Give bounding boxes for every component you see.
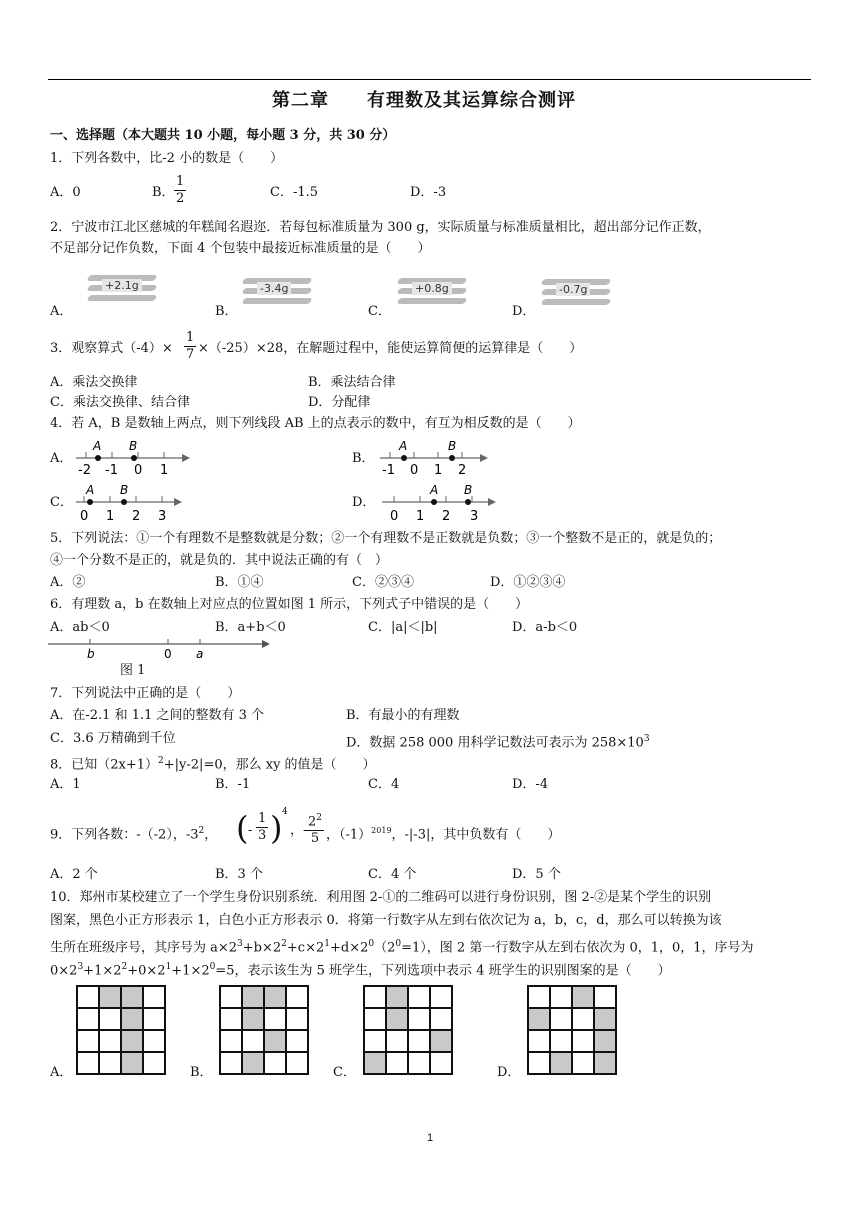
grid-cell xyxy=(528,1030,550,1052)
q4-stem: 4．若 A，B 是数轴上两点，则下列线段 AB 上的点表示的数中，有互为相反数的是（ ） xyxy=(50,416,581,431)
grid-cell xyxy=(143,1008,165,1030)
q10-l4-b: +1×2 xyxy=(83,963,122,979)
number-line-c xyxy=(72,482,192,522)
grid-cell xyxy=(572,1008,594,1030)
grid-cell xyxy=(99,1052,121,1074)
q10-l3-sup: 0 xyxy=(368,939,375,949)
grid-cell xyxy=(121,986,143,1008)
q10-option-a: A． xyxy=(50,1065,73,1080)
tick-label: 1 xyxy=(160,463,169,478)
grid-cell xyxy=(572,1052,594,1074)
grid-cell xyxy=(550,986,572,1008)
q10-l4-e: =5，表示该生为 5 班学生，下列选项中表示 4 班学生的识别图案的是（ ） xyxy=(215,963,671,979)
grid-cell xyxy=(77,1008,99,1030)
grid-cell xyxy=(430,1052,452,1074)
q10-line1: 10．郑州市某校建立了一个学生身份识别系统．利用图 2-①的二维码可以进行身份识别，图 2-②是某个学生的识别 xyxy=(50,890,712,905)
q8-option-d: D．-4 xyxy=(512,777,549,792)
grid-cell xyxy=(77,986,99,1008)
grid-cell xyxy=(408,1008,430,1030)
grid-cell xyxy=(572,986,594,1008)
q10-l3-sup: 3 xyxy=(237,939,243,949)
grid-cell xyxy=(386,986,408,1008)
grid-cell xyxy=(286,1008,308,1030)
id-pattern-grid-b xyxy=(219,985,309,1075)
figure-1-label-b: b xyxy=(87,647,95,661)
q8-option-a: A．1 xyxy=(50,777,81,792)
q2-option-a: A． xyxy=(50,304,73,319)
tick-label: 1 xyxy=(106,509,115,524)
q10-line2: 图案，黑色小正方形表示 1，白色小正方形表示 0．将第一行数字从左到右依次记为 a，b，c，d，那么可以转换为该 xyxy=(50,913,722,928)
grid-cell xyxy=(594,1052,616,1074)
grid-cell xyxy=(550,1008,572,1030)
grid-cell xyxy=(364,986,386,1008)
q9-frac-2-num xyxy=(306,810,324,831)
q10-l4-c: +0×2 xyxy=(127,963,166,979)
q7-option-a: A．在-2.1 和 1.1 之间的整数有 3 个 xyxy=(50,708,265,723)
tick-label: 0 xyxy=(410,463,419,478)
tick-label: 1 xyxy=(434,463,443,478)
grid-cell xyxy=(286,1052,308,1074)
q10-option-d: D． xyxy=(497,1065,521,1080)
q10-l4-sup: 2 xyxy=(121,962,128,972)
q2-line2: 不足部分记作负数，下面 4 个包装中最接近标准质量的是（ ） xyxy=(50,241,431,256)
page-title: 第二章 有理数及其运算综合测评 xyxy=(272,90,576,111)
q7-option-c: C．3.6 万精确到千位 xyxy=(50,731,176,746)
id-pattern-grid-d xyxy=(527,985,617,1075)
q7-option-b: B．有最小的有理数 xyxy=(346,708,460,723)
grid-cell xyxy=(264,986,286,1008)
package-label-b: -3.4g xyxy=(257,282,291,295)
grid-cell xyxy=(430,1008,452,1030)
q9-stem-post xyxy=(326,822,560,844)
grid-cell xyxy=(594,986,616,1008)
grid-cell xyxy=(121,1052,143,1074)
q10-l3-sup: 2 xyxy=(281,939,287,949)
q9-frac-1 xyxy=(256,811,268,844)
tick-label: -2 xyxy=(78,463,91,478)
grid-cell xyxy=(430,1030,452,1052)
q6-option-d: D．a-b＜0 xyxy=(512,620,578,635)
q10-l4-d: +1×2 xyxy=(171,963,210,979)
q5-option-b: B．①④ xyxy=(215,575,264,590)
q2-option-b: B． xyxy=(215,304,238,319)
grid-cell xyxy=(242,1052,264,1074)
q1-option-b: B． xyxy=(152,185,175,200)
q3-option-d: D．分配律 xyxy=(308,395,371,410)
q1-option-d: D．-3 xyxy=(410,185,447,200)
grid-cell xyxy=(550,1052,572,1074)
q9-stem-pre xyxy=(50,822,217,844)
q7-option-d-text: D．数据 258 000 用科学记数法可表示为 258×10 xyxy=(346,735,644,751)
grid-cell xyxy=(220,986,242,1008)
q10-l3-c: +c×2 xyxy=(286,940,325,956)
grid-cell xyxy=(220,1052,242,1074)
q10-line4 xyxy=(50,958,671,980)
q9-frac-1-num: 1 xyxy=(258,811,267,826)
grid-cell xyxy=(143,986,165,1008)
q10-l3-d: +d×2 xyxy=(329,940,369,956)
id-pattern-grid-c xyxy=(363,985,453,1075)
tick-label: 0 xyxy=(390,509,399,524)
q9-text-1: 9．下列各数：-（-2），-3 xyxy=(50,827,199,843)
grid-cell xyxy=(143,1052,165,1074)
package-label-a: +2.1g xyxy=(102,279,142,292)
q6-option-a: A．ab＜0 xyxy=(50,620,110,635)
q3-option-c: C．乘法交换律、结合律 xyxy=(50,395,190,410)
grid-cell xyxy=(364,1008,386,1030)
q1-frac-num: 1 xyxy=(176,174,185,189)
grid-cell xyxy=(121,1008,143,1030)
q5-option-c: C．②③④ xyxy=(352,575,414,590)
grid-cell xyxy=(572,1030,594,1052)
grid-cell xyxy=(286,1030,308,1052)
q8-stem xyxy=(50,752,376,774)
q10-l3-b: +b×2 xyxy=(242,940,282,956)
q9-frac-1-den: 3 xyxy=(258,828,267,843)
tick-label: 2 xyxy=(458,463,467,478)
q9-option-a: A．2 个 xyxy=(50,867,98,882)
q4-option-c: C． xyxy=(50,495,73,510)
package-image-a xyxy=(88,271,158,307)
package-image-b xyxy=(243,274,313,310)
grid-cell xyxy=(242,1030,264,1052)
q2-line1: 2．宁波市江北区慈城的年糕闻名遐迩．若每包标准质量为 300 g，实际质量与标准质量相比，超出部分记作正数， xyxy=(50,220,711,235)
grid-cell xyxy=(386,1008,408,1030)
q8-option-c: C．4 xyxy=(368,777,400,792)
grid-cell xyxy=(77,1030,99,1052)
q5-line1: 5．下列说法：①一个有理数不是整数就是分数；②一个有理数不是正数就是负数；③一个整数不是正的，就是负的； xyxy=(50,531,722,546)
grid-cell xyxy=(143,1030,165,1052)
q9-paren-power: 4 xyxy=(282,807,288,817)
q8-stem-pre: 8．已知（2x+1） xyxy=(50,757,159,773)
point-b-label: B xyxy=(464,483,473,497)
grid-cell xyxy=(594,1008,616,1030)
q9-text-2: ，（-1） xyxy=(326,827,372,843)
grid-cell xyxy=(242,1008,264,1030)
q4-option-d: D． xyxy=(352,495,376,510)
point-a-label: A xyxy=(93,439,102,453)
grid-cell xyxy=(408,986,430,1008)
q8-stem-sup: 2 xyxy=(158,756,164,766)
tick-label: 2 xyxy=(132,509,141,524)
q1-fraction xyxy=(174,174,186,207)
q9-option-c: C．4 个 xyxy=(368,867,417,882)
grid-cell xyxy=(364,1030,386,1052)
q2-option-c: C． xyxy=(368,304,391,319)
grid-cell xyxy=(386,1052,408,1074)
q6-option-b: B．a+b＜0 xyxy=(215,620,286,635)
grid-cell xyxy=(550,1030,572,1052)
q2-option-d: D． xyxy=(512,304,536,319)
q9-comma: ， xyxy=(204,827,218,843)
tick-label: 0 xyxy=(134,463,143,478)
q4-option-a: A． xyxy=(50,451,73,466)
grid-cell xyxy=(264,1030,286,1052)
package-label-c: +0.8g xyxy=(412,282,452,295)
figure-1-number-line xyxy=(48,636,278,660)
number-line-a xyxy=(72,438,192,478)
grid-cell xyxy=(386,1030,408,1052)
q5-option-a: A．② xyxy=(50,575,86,590)
id-pattern-grid-a xyxy=(76,985,166,1075)
q3-option-b: B．乘法结合律 xyxy=(308,375,396,390)
point-b-label: B xyxy=(120,483,129,497)
point-b-label: B xyxy=(129,439,138,453)
q9-frac-2-num-sup: 2 xyxy=(316,813,323,823)
q6-stem: 6．有理数 a，b 在数轴上对应点的位置如图 1 所示，下列式子中错误的是（ ） xyxy=(50,597,529,612)
q6-option-c: C．|a|＜|b| xyxy=(368,620,438,635)
number-line-b xyxy=(376,438,496,478)
section-heading: 一、选择题（本大题共 10 小题，每小题 3 分，共 30 分） xyxy=(50,128,396,143)
grid-cell xyxy=(121,1030,143,1052)
tick-label: 2 xyxy=(442,509,451,524)
q8-stem-post: +|y-2|=0，那么 xy 的值是（ ） xyxy=(163,757,376,773)
tick-label: 3 xyxy=(470,509,479,524)
q10-l4-sup: 0 xyxy=(209,962,216,972)
package-image-d xyxy=(542,275,612,311)
q10-l3-a: 生所在班级序号，其序号为 a×2 xyxy=(50,940,238,956)
grid-cell xyxy=(242,986,264,1008)
q10-l3-e: （2 xyxy=(374,940,396,956)
grid-cell xyxy=(77,1052,99,1074)
figure-1-label-0: 0 xyxy=(164,647,172,661)
grid-cell xyxy=(99,986,121,1008)
q9-option-d: D．5 个 xyxy=(512,867,561,882)
page-number: 1 xyxy=(427,1132,434,1144)
grid-cell xyxy=(264,1008,286,1030)
point-b-label: B xyxy=(448,439,457,453)
q1-option-c: C．-1.5 xyxy=(270,185,319,200)
q3-fraction xyxy=(184,330,196,363)
grid-cell xyxy=(430,986,452,1008)
q7-option-d xyxy=(346,730,650,752)
q9-mid: ，- xyxy=(290,823,308,838)
q9-sup-2019: 2019 xyxy=(371,826,392,835)
grid-cell xyxy=(220,1008,242,1030)
q5-option-d: D．①②③④ xyxy=(490,575,566,590)
q9-option-b: B．3 个 xyxy=(215,867,263,882)
q9-text-3: ，-|-3|，其中负数有（ ） xyxy=(391,827,561,843)
q10-l3-f: =1），图 2 第一行数字从左到右依次为 0，1，0，1，序号为 xyxy=(401,940,754,956)
point-a-label: A xyxy=(430,483,439,497)
q10-line3 xyxy=(50,935,754,957)
grid-cell xyxy=(528,1052,550,1074)
q1-option-a: A．0 xyxy=(50,185,81,200)
tick-label: -1 xyxy=(105,463,118,478)
q1-frac-den: 2 xyxy=(176,191,185,206)
top-rule xyxy=(48,79,811,80)
grid-cell xyxy=(264,1052,286,1074)
tick-label: 0 xyxy=(80,509,89,524)
tick-label: -1 xyxy=(382,463,395,478)
point-a-label: A xyxy=(86,483,95,497)
q7-stem: 7．下列说法中正确的是（ ） xyxy=(50,686,241,701)
number-line-d xyxy=(378,482,508,522)
q5-line2: ④一个分数不是正的，就是负的．其中说法正确的有（ ） xyxy=(50,553,389,568)
point-a-label: A xyxy=(399,439,408,453)
q9-frac-2-num-val: 2 xyxy=(308,814,317,830)
grid-cell xyxy=(99,1030,121,1052)
q3-stem-post: ×（-25）×28，在解题过程中，能使运算简便的运算律是（ ） xyxy=(198,341,583,356)
q10-l4-sup: 1 xyxy=(165,962,172,972)
q8-option-b: B．-1 xyxy=(215,777,251,792)
package-image-c xyxy=(398,274,468,310)
figure-1-caption: 图 1 xyxy=(120,663,146,678)
q10-l4-a: 0×2 xyxy=(50,963,78,979)
q9-frac-2 xyxy=(306,810,324,847)
grid-cell xyxy=(408,1052,430,1074)
q9-frac-2-den: 5 xyxy=(310,831,320,847)
q10-option-b: B． xyxy=(190,1065,213,1080)
q3-option-a: A．乘法交换律 xyxy=(50,375,138,390)
grid-cell xyxy=(99,1008,121,1030)
q10-l3-sup: 1 xyxy=(324,939,330,949)
tick-label: 3 xyxy=(158,509,167,524)
package-label-d: -0.7g xyxy=(556,283,590,296)
grid-cell xyxy=(594,1030,616,1052)
q4-option-b: B． xyxy=(352,451,375,466)
q1-stem: 1．下列各数中，比-2 小的数是（ ） xyxy=(50,151,284,166)
q10-l3-sup: 0 xyxy=(395,939,402,949)
q7-option-d-sup: 3 xyxy=(643,734,650,744)
q10-l4-sup: 3 xyxy=(77,962,84,972)
grid-cell xyxy=(408,1030,430,1052)
q3-frac-num: 1 xyxy=(186,330,195,345)
q9-sup-1: 2 xyxy=(198,826,205,836)
grid-cell xyxy=(286,986,308,1008)
q10-option-c: C． xyxy=(333,1065,356,1080)
grid-cell xyxy=(528,986,550,1008)
q3-stem-pre: 3．观察算式（-4）× xyxy=(50,341,173,356)
q3-frac-den: 7 xyxy=(186,347,195,362)
tick-label: 1 xyxy=(416,509,425,524)
figure-1-label-a: a xyxy=(196,647,204,661)
grid-cell xyxy=(528,1008,550,1030)
grid-cell xyxy=(364,1052,386,1074)
grid-cell xyxy=(220,1030,242,1052)
